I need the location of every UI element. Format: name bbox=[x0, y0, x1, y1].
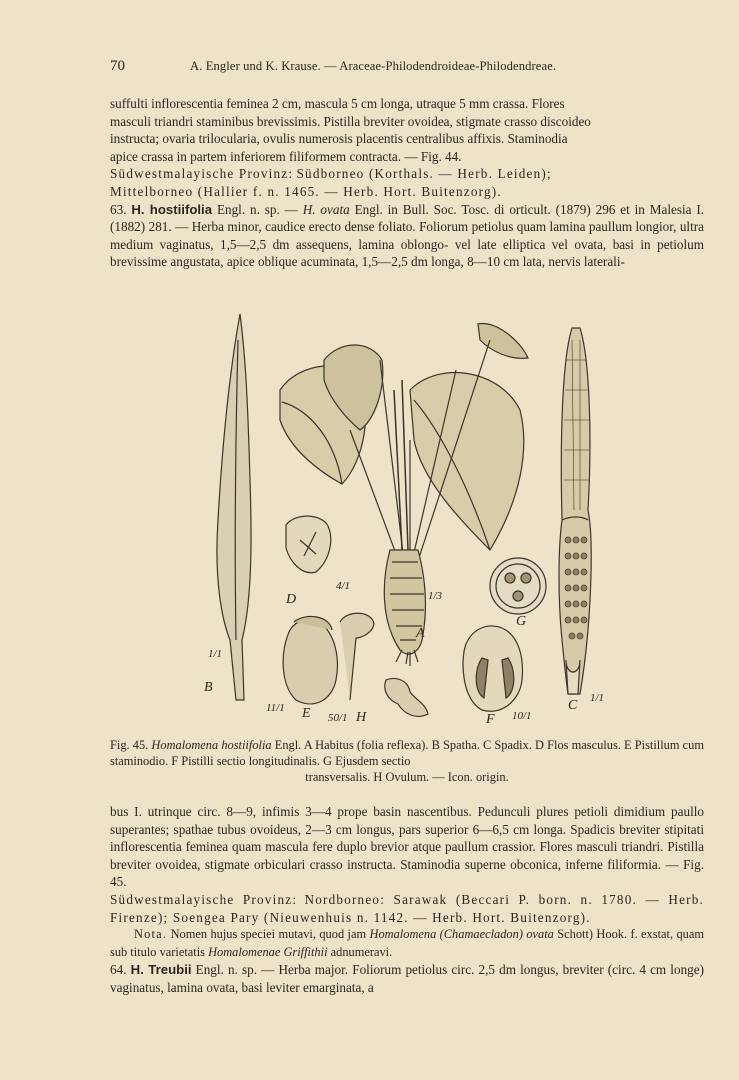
distribution-line bbox=[110, 165, 704, 183]
nota-italic: Homalomena (Chamaecladon) ovata bbox=[369, 927, 554, 942]
label-C: C bbox=[568, 698, 578, 713]
species-name: H. Treubii bbox=[130, 962, 192, 978]
running-title: A. Engler und K. Krause. — Araceae-Philodendroideae-Philodendreae. bbox=[190, 59, 557, 73]
label-B: B bbox=[204, 680, 213, 695]
label-H: H bbox=[356, 710, 367, 725]
nota-text: Nomen hujus speciei mutavi, quod jam bbox=[170, 927, 367, 942]
species-description: Engl. in Bull. Soc. Tosc. di orticult. (1879) 296 et in Malesia I. (1882) 281. — Herba minor, caudice erecto dense foliato. Foliorum petiolus quam lamina paullum longior, ultra medium vaginatus, 1,5—2,5 dm assequens, lamina oblongo- vel late elliptica vel ovata, basi in petiolum brevissime angustata, apice oblique acuminata, 1,5—2,5 dm longa, 8—10 cm lata, nervis laterali- bbox=[110, 201, 705, 270]
running-header bbox=[110, 58, 702, 80]
distribution-region: Südwestmalayische Provinz: bbox=[110, 166, 294, 182]
scale-D: 4/1 bbox=[336, 580, 351, 592]
species-64-paragraph bbox=[110, 961, 704, 996]
scale-B: 1/1 bbox=[208, 648, 223, 660]
scale-H: 50/1 bbox=[328, 712, 348, 724]
caption-fig-number: Fig. 45. bbox=[110, 738, 149, 752]
label-G: G bbox=[516, 614, 527, 629]
label-D: D bbox=[286, 592, 297, 607]
species-description: Engl. n. sp. — Herba major. Foliorum petiolus circ. 2,5 dm longus, breviter (circ. 4 cm longe) vaginatus, lamina ovata, basi leviter emarginata, a bbox=[110, 962, 705, 995]
caption-rest: Engl. A Habitus (folia reflexa). B Spatha. C Spadix. D Flos masculus. E Pistillum cum staminodio. F Pistilli sectio longitudinalis. G Ejusdem sectio bbox=[110, 738, 704, 768]
text-line: instructa; ovaria trilocularia, ovulis numerosis placentis centralibus affixis. Staminodia bbox=[110, 131, 568, 147]
scale-A: 1/3 bbox=[428, 590, 443, 602]
caption-main bbox=[110, 738, 704, 770]
species-63-paragraph bbox=[110, 201, 704, 271]
figure-45 bbox=[110, 300, 704, 735]
species-authority: Engl. n. sp. — bbox=[216, 201, 298, 217]
caption-species: Homalomena hostiifolia bbox=[151, 738, 272, 752]
nota-italic: Homalomenae Griffithii bbox=[208, 944, 328, 959]
paragraph: bus I. utrinque circ. 8—9, infimis 3—4 prope basin nascentibus. Pedunculi plures petioli dimidium paullo superantes; spathae tubus ovoideus, 2—3 cm longus, pars superior 6—6,5 cm longa. Spadicis breviter stipitati inflorescentia feminea quam mascula fere duplo brevior atque paullum crassior. Flores masculi triandri. Pistilla breviter ovoidea, stigmate orbiculari crasso instructa. Staminodia superne obconica, inferne filiformia. — Fig. 45. bbox=[110, 804, 704, 890]
distribution-text: Nordborneo: Sarawak (Beccari P. born. n. 1780. — Herb. Firenze); Soengea Pary (Nieuwenhuis n. 1142. — Herb. Hort. Buitenzorg). bbox=[110, 891, 704, 925]
label-A: A bbox=[416, 626, 425, 641]
page-number: 70 bbox=[110, 58, 125, 74]
distribution-region: Südwestmalayische Provinz: bbox=[110, 891, 298, 907]
scale-C: 1/1 bbox=[590, 692, 605, 704]
label-E: E bbox=[302, 706, 311, 721]
label-F: F bbox=[486, 712, 495, 727]
text-line: suffulti inflorescentia feminea 2 cm, mascula 5 cm longa, utraque 5 mm crassa. Flores bbox=[110, 96, 565, 111]
text-line: masculi triandri staminibus brevissimis. Pistilla breviter ovoidea, stigmate crasso discoideo bbox=[110, 113, 591, 129]
nota-label: Nota. bbox=[134, 927, 168, 942]
caption-line-2: transversalis. H Ovulum. — Icon. origin. bbox=[305, 769, 509, 784]
distribution-paragraph bbox=[110, 891, 704, 926]
distribution-line: Mittelborneo (Hallier f. n. 1465. — Herb. Hort. Buitenzorg). bbox=[110, 183, 502, 199]
distribution-text: Südborneo (Korthals. — Herb. Leiden); bbox=[296, 166, 552, 182]
species-synonym: H. ovata bbox=[302, 201, 350, 217]
scale-F: 10/1 bbox=[512, 710, 532, 722]
species-name: H. hostiifolia bbox=[131, 201, 213, 217]
botanical-illustration bbox=[110, 300, 704, 735]
nota-paragraph bbox=[110, 926, 704, 961]
scale-E: 11/1 bbox=[266, 702, 285, 714]
figure-caption bbox=[110, 738, 704, 785]
species-number: 64. bbox=[110, 962, 127, 978]
nota-text: Schott) Hook. f. exstat, quam sub titulo varietatis bbox=[110, 927, 704, 959]
text-line: apice crassa in partem inferiorem filiformem contracta. — Fig. 44. bbox=[110, 148, 462, 164]
bottom-text-block bbox=[110, 803, 704, 997]
top-text-block bbox=[110, 95, 704, 271]
species-number: 63. bbox=[110, 201, 127, 217]
nota-text: adnumeravi. bbox=[330, 944, 393, 959]
